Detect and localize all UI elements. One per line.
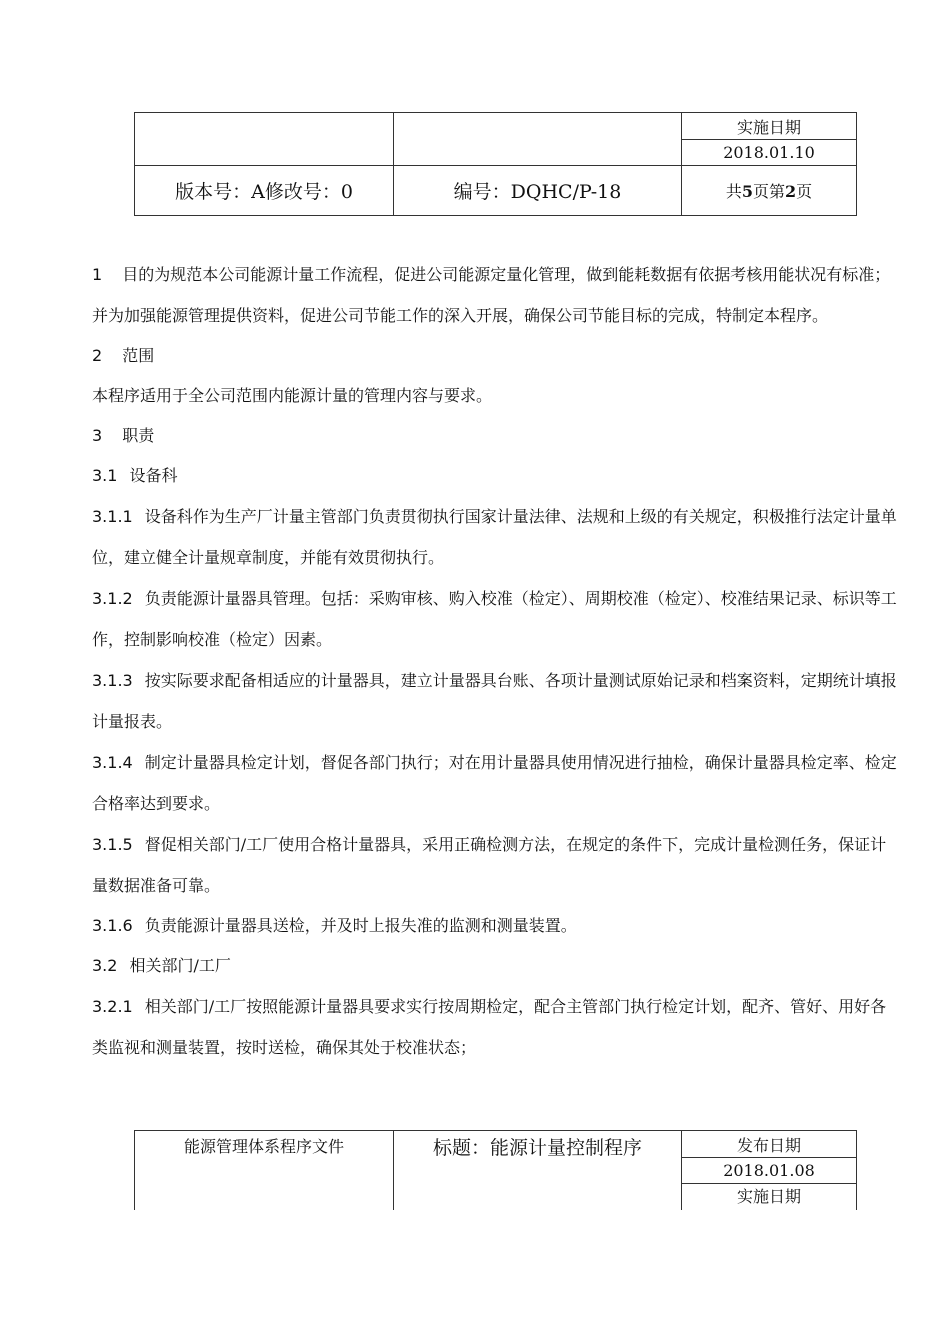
page-count: 共5页第2页 [682, 166, 857, 216]
document-body [92, 254, 900, 1068]
section-2-body: 本程序适用于全公司范围内能源计量的管理内容与要求。 [92, 386, 493, 405]
section-3-2-1: 3.2.1 相关部门/工厂按照能源计量器具要求实行按周期检定，配合主管部门执行检定计划，配齐、管好、用好各类监视和测量装置，按时送检，确保其处于校准状态； [92, 997, 887, 1057]
document-title: 标题：能源计量控制程序 [394, 1131, 682, 1210]
impl-date-value: 2018.01.10 [682, 140, 857, 166]
section-3-1-5: 3.1.5 督促相关部门/工厂使用合格计量器具，采用正确检测方法，在规定的条件下，完成计量检测任务，保证计量数据准备可靠。 [92, 835, 887, 895]
section-2: 2 范围 [92, 346, 155, 365]
bottom-impl-date-label: 实施日期 [682, 1184, 857, 1210]
top-header-blank-middle [394, 113, 682, 166]
publish-date-value: 2018.01.08 [682, 1158, 857, 1184]
publish-date-label: 发布日期 [682, 1131, 857, 1158]
section-3-1-4: 3.1.4 制定计量器具检定计划，督促各部门执行；对在用计量器具使用情况进行抽检，确保计量器具检定率、检定合格率达到要求。 [92, 753, 897, 813]
section-3-1-3: 3.1.3 按实际要求配备相适应的计量器具，建立计量器具台账、各项计量测试原始记录和档案资料，定期统计填报计量报表。 [92, 671, 897, 731]
section-3-2: 3.2 相关部门/工厂 [92, 956, 231, 975]
section-3-1-2: 3.1.2 负责能源计量器具管理。包括：采购审核、购入校准（检定）、周期校准（检定）、校准结果记录、标识等工作，控制影响校准（检定）因素。 [92, 589, 897, 649]
top-header-table [134, 112, 857, 216]
system-name: 能源管理体系程序文件 [135, 1131, 394, 1210]
section-3: 3 职责 [92, 426, 155, 445]
section-3-1: 3.1 设备科 [92, 466, 178, 485]
section-1: 1 目的为规范本公司能源计量工作流程，促进公司能源定量化管理，做到能耗数据有依据考核用能状况有标准；并为加强能源管理提供资料，促进公司节能工作的深入开展，确保公司节能目标的完成，特制定本程序。 [92, 265, 891, 325]
bottom-header-table [134, 1130, 857, 1210]
version-number: 版本号：A修改号：0 [135, 166, 394, 216]
section-3-1-1: 3.1.1 设备科作为生产厂计量主管部门负责贯彻执行国家计量法律、法规和上级的有关规定，积极推行法定计量单位，建立健全计量规章制度，并能有效贯彻执行。 [92, 507, 897, 567]
section-3-1-6: 3.1.6 负责能源计量器具送检，并及时上报失准的监测和测量装置。 [92, 916, 577, 935]
top-header-blank-left [135, 113, 394, 166]
document-code: 编号：DQHC/P-18 [394, 166, 682, 216]
impl-date-label: 实施日期 [682, 113, 857, 140]
